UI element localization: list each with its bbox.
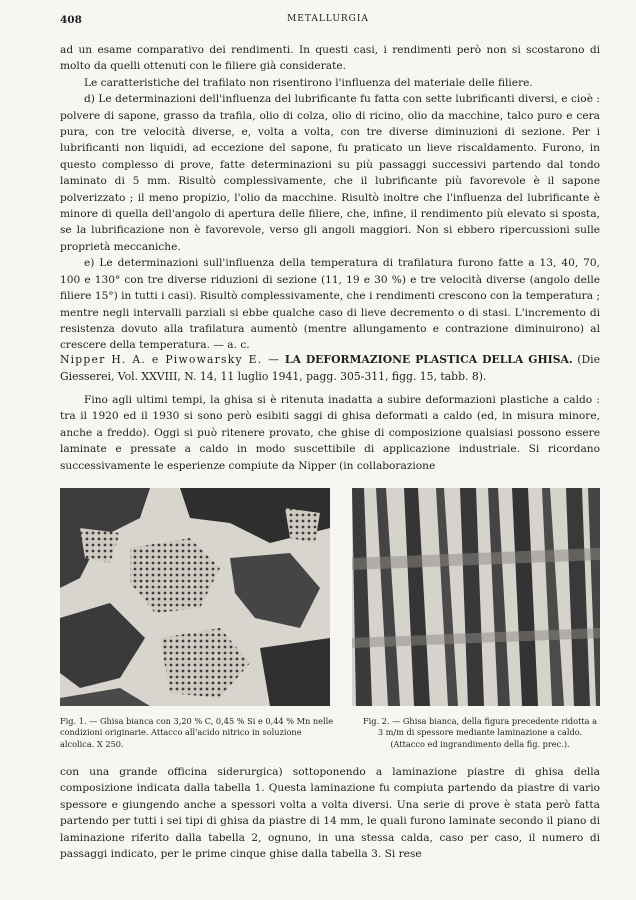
article-authors: Nipper H. A. e Piwowarsky E. — <box>60 353 281 366</box>
figure-2-micrograph <box>352 488 600 706</box>
article-title: LA DEFORMAZIONE PLASTICA DELLA GHISA. <box>284 353 573 366</box>
top-text-block <box>60 42 600 354</box>
page-number: 408 <box>60 14 82 26</box>
section-title: METALLURGIA <box>287 14 369 24</box>
figure-1-caption: Fig. 1. — Ghisa bianca con 3,20 % C, 0,45 % Si e 0,44 % Mn nelle condizioni originarie. Attacco all'acido nitrico in soluzione alcolica. X 250. <box>60 716 334 749</box>
figure-2-caption: Fig. 2. — Ghisa bianca, della figura precedente ridotta a 3 m/m di spessore mediante laminazione a caldo. (Attacco ed ingrandimento della fig. prec.). <box>362 716 598 749</box>
paragraph: Le caratteristiche del trafilato non risentirono l'influenza del materiale delle filiere. <box>84 76 533 89</box>
article-citation: (Die Giesserei, Vol. XXVIII, N. 14, 11 luglio 1941, pagg. 305-311, figg. 15, tabb. 8). <box>60 353 601 383</box>
micrograph-1-image <box>60 488 330 706</box>
article-heading <box>60 352 600 385</box>
paragraph: con una grande officina siderurgica) sottoponendo a laminazione piastre di ghisa della composizione indicata dalla tabella 1. Questa laminazione fu compiuta partendo da piastre di vario spessore e giungendo anche a spessori volta a volta diversi. Una serie di prove è stata però fatta partendo per tutti i sei tipi di ghisa da piastre di 14 mm, le quali furono laminate secondo il piano di laminazione riferito dalla tabella 2, ognuno, in una stessa calda, caso per caso, il numero di passaggi indicato, per le prime cinque ghise dalla tabella 3. Si rese <box>60 766 600 861</box>
paragraph: ad un esame comparativo dei rendimenti. In questi casi, i rendimenti però non si scostarono di molto da quelli ottenuti con le filiere già considerate. <box>60 44 600 73</box>
intro-text-block <box>60 392 600 474</box>
bottom-text-block <box>60 764 600 862</box>
micrograph-2-image <box>352 488 600 706</box>
paragraph: d) Le determinazioni dell'influenza del lubrificante fu fatta con sette lubrificanti diversi, e cioè : polvere di sapone, grasso da trafila, olio di colza, olio di ricino, olio da macchine, talco puro e cera pura, con tre velocità diverse, e, volta a volta, con tre diverse diminuzioni di sezione. Per i lubrificanti non liquidi, ad eccezione del sapone, fu praticato un lieve riscaldamento. Furono, in questo complesso di prove, fatte determinazioni su più passaggi successivi partendo dal tondo laminato di 5 mm. Risultò complessivamente, che il lubrificante più favorevole è il sapone polverizzato ; il meno propizio, l'olio da macchine. Risultò inoltre che l'influenza del lubrificante è minore di quella dell'angolo di apertura delle filiere, che, infine, il rendimento più elevato si sposta, se la lubrificazione non è favorevole, verso gli angoli maggiori. Non si ebbero ripercussioni sulle proprietà meccaniche. <box>60 93 600 253</box>
figure-1-micrograph <box>60 488 330 706</box>
running-head <box>60 14 596 30</box>
paragraph: e) Le determinazioni sull'influenza della temperatura di trafilatura furono fatte a 13, 40, 70, 100 e 130° con tre diverse riduzioni di sezione (11, 19 e 30 %) e tre velocità diverse (angolo delle filiere 15°) in tutti i casi). Risultò complessivamente, che i rendimenti crescono con la temperatura ; mentre negli intervalli parziali si ebbe qualche caso di lieve decremento o di stasi. L'incremento di resistenza dovuto alla trafilatura aumentò (mentre allungamento e contrazione diminuirono) al crescere della temperatura. — a. c. <box>60 257 600 352</box>
paragraph: Fino agli ultimi tempi, la ghisa si è ritenuta inadatta a subire deformazioni plastiche a caldo : tra il 1920 ed il 1930 si sono però esibiti saggi di ghisa deformati a caldo (ed, in misura minore, anche a freddo). Oggi si può ritenere provato, che ghise di composizione qualsiasi possono essere laminate e pressate a caldo in modo suscettibile di applicazione industriale. Si ricordano successivamente le esperienze compiute da Nipper (in collaborazione <box>60 394 600 472</box>
